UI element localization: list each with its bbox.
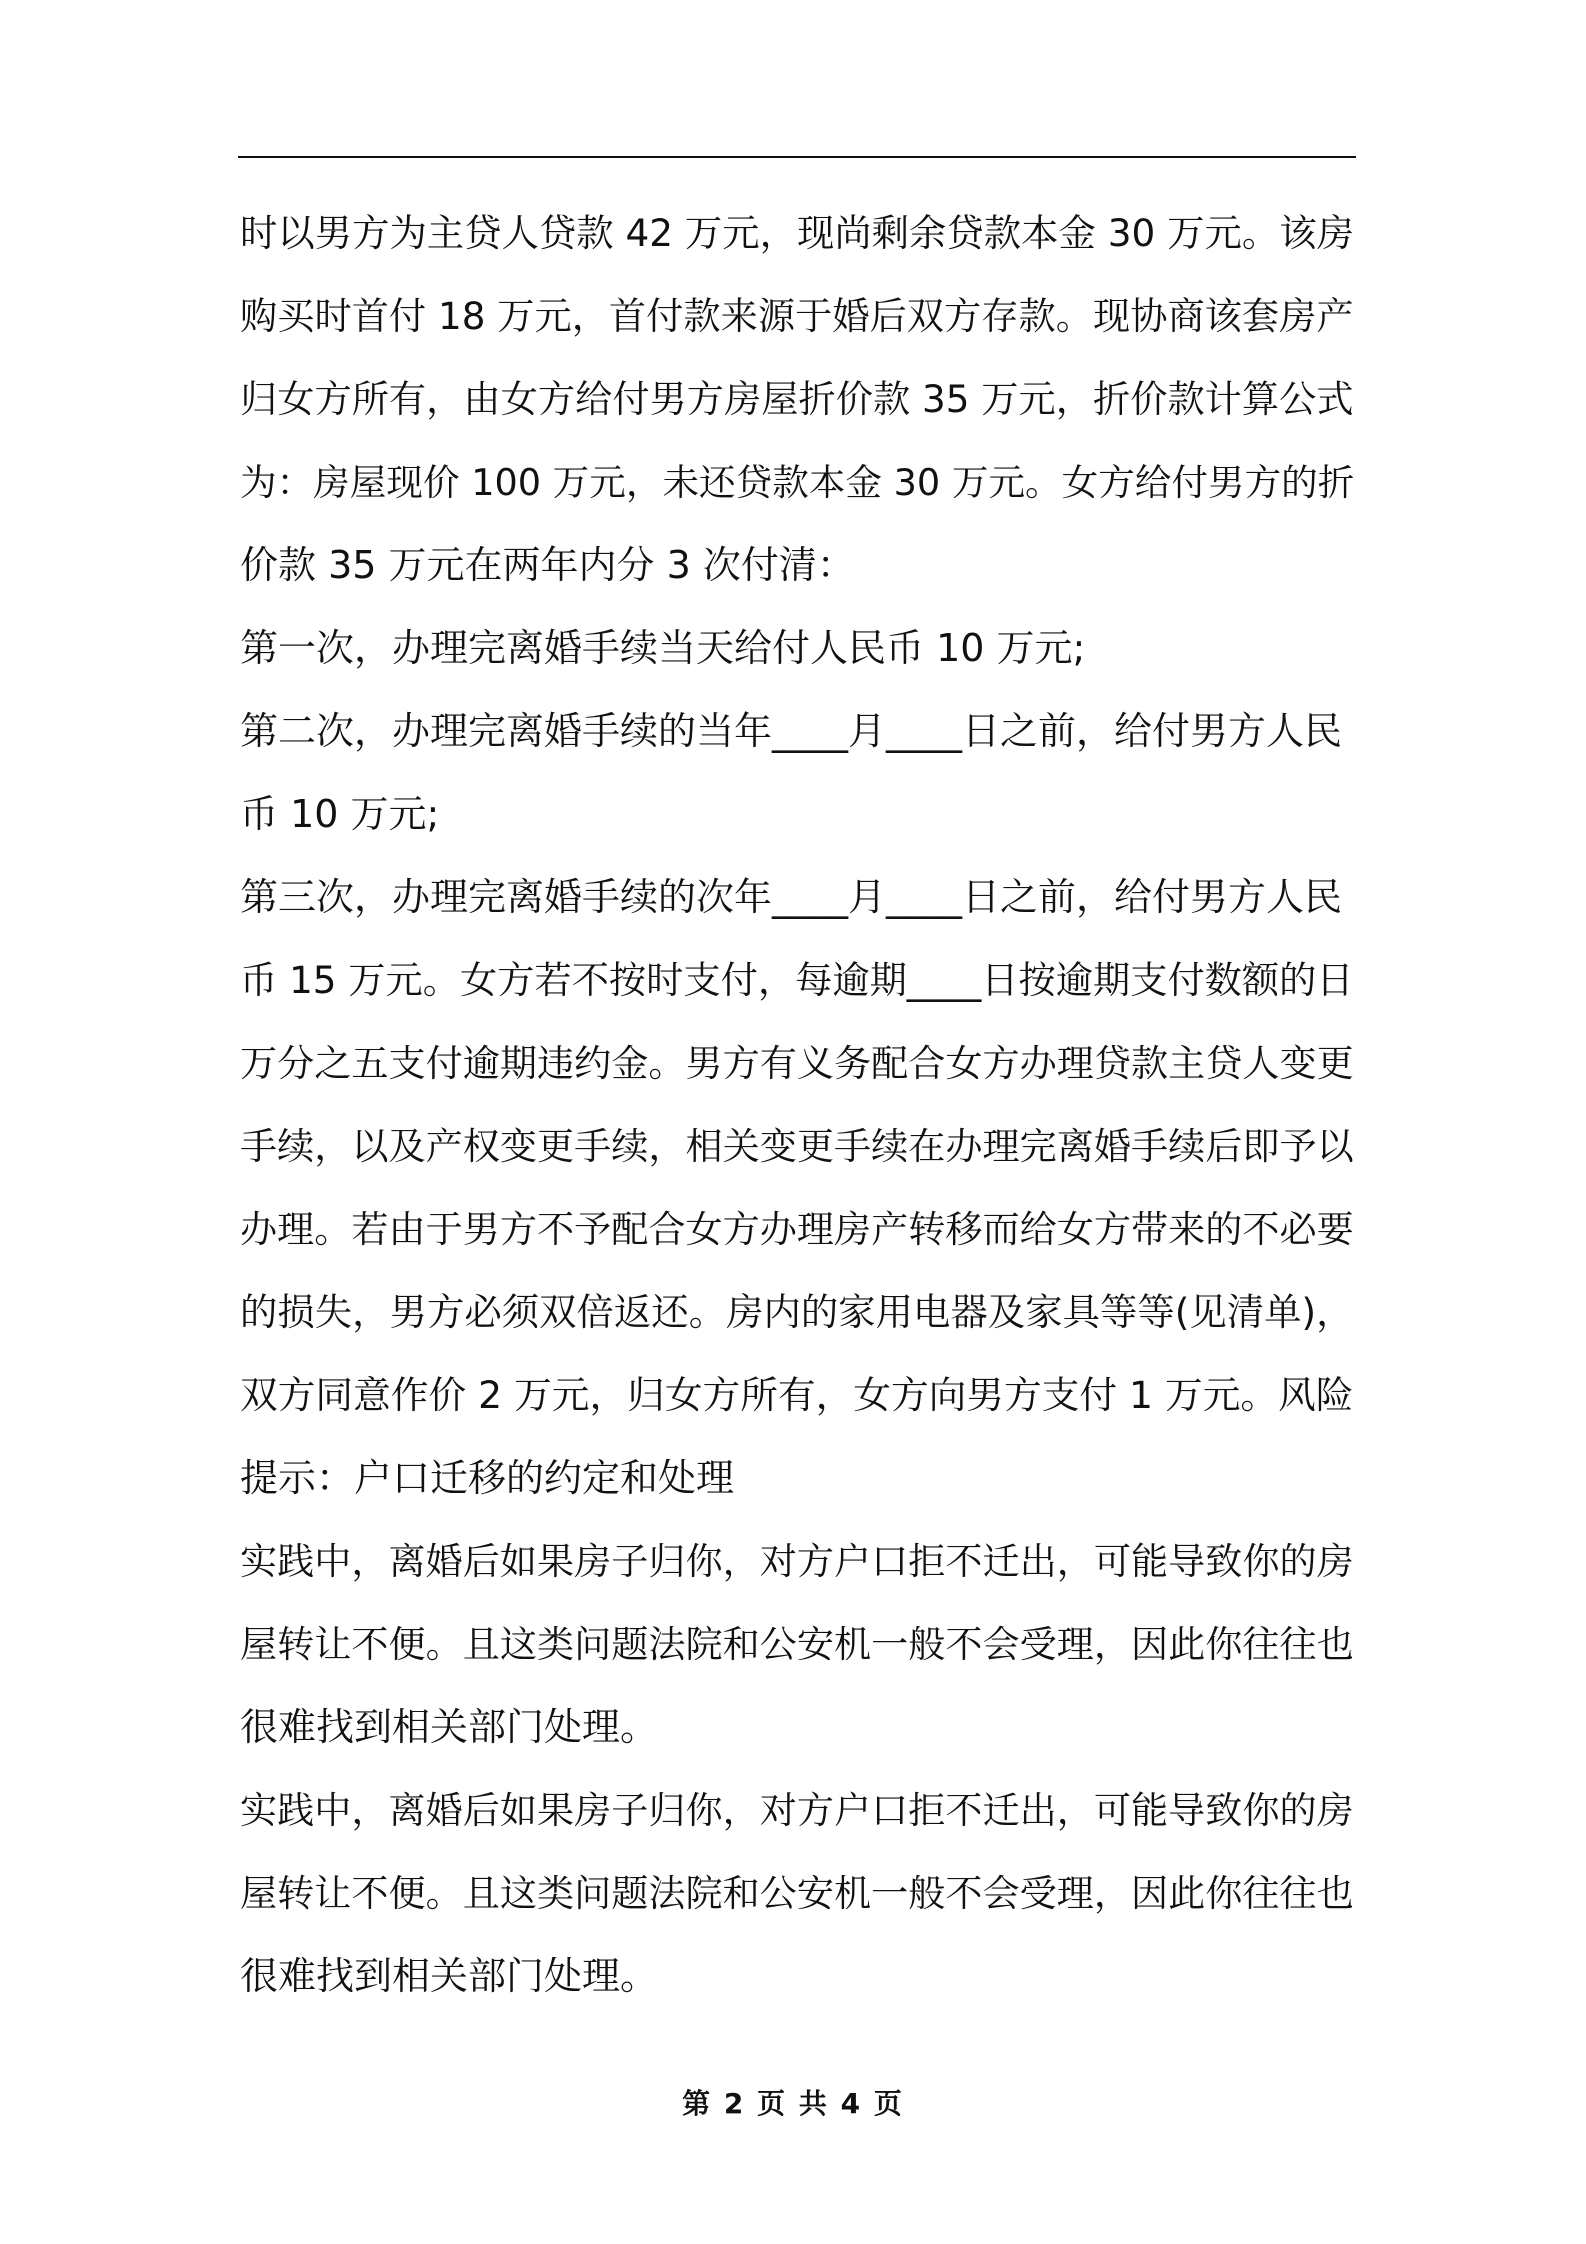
paragraph (240, 607, 1360, 690)
text-line: 实践中，离婚后如果房子归你，对方户口拒不迁出，可能导致你的房 (240, 1540, 1354, 1583)
text-line: 币 15 万元。女方若不按时支付，每逾期____日按逾期支付数额的日 (240, 958, 1354, 1002)
paragraph (240, 690, 1360, 856)
header-rule (238, 156, 1356, 158)
text-line: 双方同意作价 2 万元，归女方所有，女方向男方支付 1 万元。风险 (240, 1373, 1354, 1417)
text-line: 为：房屋现价 100 万元，未还贷款本金 30 万元。女方给付男方的折 (240, 461, 1355, 504)
paragraph (240, 856, 1360, 1520)
text-line: 币 10 万元; (240, 792, 440, 836)
document-body (240, 192, 1360, 2018)
text-line: 万分之五支付逾期违约金。男方有义务配合女方办理贷款主贷人变更 (240, 1042, 1354, 1085)
text-line: 很难找到相关部门处理。 (240, 1705, 659, 1749)
text-line: 第一次，办理完离婚手续当天给付人民币 10 万元; (240, 626, 1086, 670)
text-line: 提示：户口迁移的约定和处理 (240, 1456, 735, 1500)
paragraph (240, 1769, 1360, 2018)
text-line: 第三次，办理完离婚手续的次年____月____日之前，给付男方人民 (240, 875, 1343, 919)
paragraph (240, 192, 1360, 607)
page-number: 第 2 页 共 4 页 (682, 2087, 904, 2120)
text-line: 价款 35 万元在两年内分 3 次付清： (240, 543, 855, 587)
text-line: 归女方所有，由女方给付男方房屋折价款 35 万元，折价款计算公式 (240, 377, 1354, 421)
text-line: 办理。若由于男方不予配合女方办理房产转移而给女方带来的不必要 (240, 1208, 1354, 1251)
text-line: 很难找到相关部门处理。 (240, 1954, 659, 1998)
text-line: 屋转让不便。且这类问题法院和公安机一般不会受理，因此你往往也 (240, 1623, 1354, 1666)
text-line: 时以男方为主贷人贷款 42 万元，现尚剩余贷款本金 30 万元。该房 (240, 211, 1354, 255)
text-line: 实践中，离婚后如果房子归你，对方户口拒不迁出，可能导致你的房 (240, 1789, 1354, 1832)
text-line: 手续，以及产权变更手续，相关变更手续在办理完离婚手续后即予以 (240, 1125, 1354, 1168)
text-line: 的损失，男方必须双倍返还。房内的家用电器及家具等等(见清单)， (240, 1290, 1354, 1334)
text-line: 第二次，办理完离婚手续的当年____月____日之前，给付男方人民 (240, 709, 1343, 753)
text-line: 屋转让不便。且这类问题法院和公安机一般不会受理，因此你往往也 (240, 1872, 1354, 1915)
paragraph (240, 1520, 1360, 1769)
text-line: 购买时首付 18 万元，首付款来源于婚后双方存款。现协商该套房产 (240, 294, 1354, 338)
